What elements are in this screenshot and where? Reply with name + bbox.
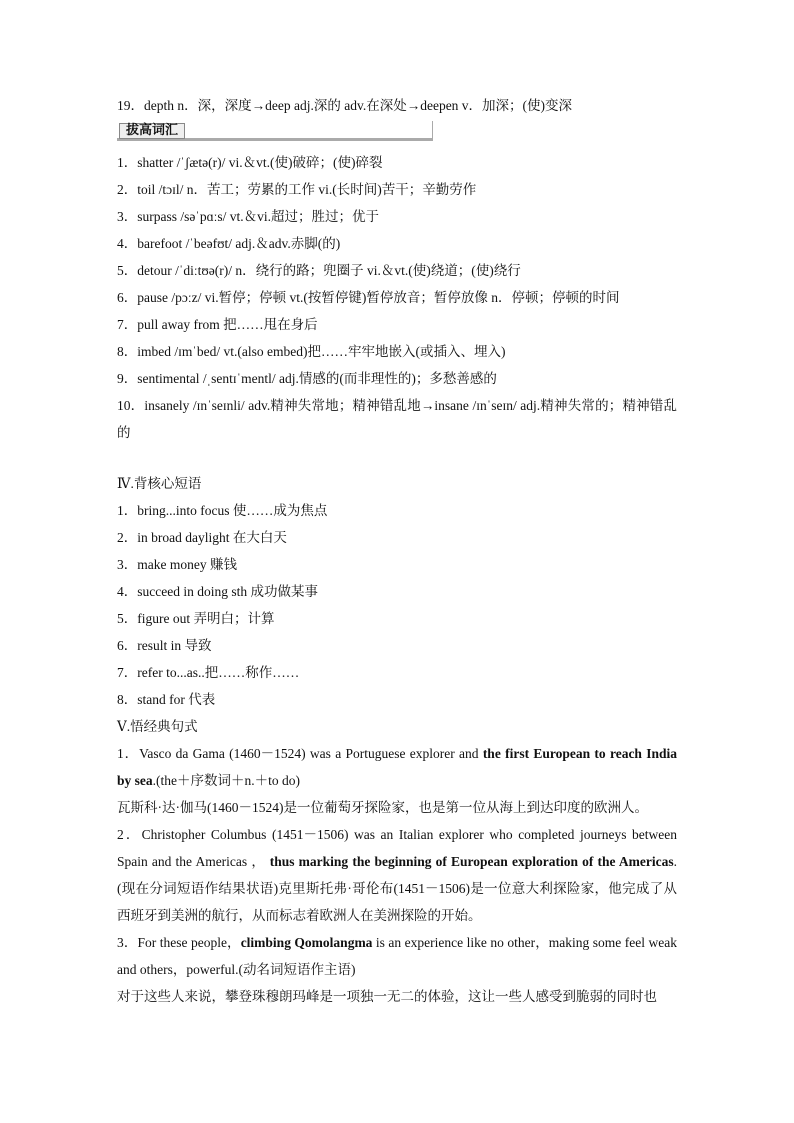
- phrase-item: 2．in broad daylight 在大白天: [117, 530, 287, 545]
- sentence-2: [117, 821, 677, 929]
- sentence-3-note: is an experience like no other，making some feel weak and others，powerful.(动名词短语作主语): [117, 935, 677, 977]
- vocab-item: 3．surpass /səˈpɑːs/ vt.＆vi.超过；胜过；优于: [117, 209, 380, 224]
- phrases-section-title: Ⅳ.背核心短语: [117, 476, 202, 491]
- sentence-1: [117, 740, 677, 794]
- phrase-item: 5．figure out 弄明白；计算: [117, 611, 275, 626]
- vocab-item: 8．imbed /ɪmˈbed/ vt.(also embed)把……牢牢地嵌入(或插入、埋入): [117, 344, 506, 359]
- sentence-3: [117, 929, 677, 983]
- sentence-3-highlight: climbing Qomolangma: [240, 935, 373, 950]
- sentences-section-title: Ⅴ.悟经典句式: [117, 719, 198, 734]
- phrase-item: 3．make money 赚钱: [117, 557, 237, 572]
- sentence-1-note: .(the＋序数词＋n.＋to do): [152, 773, 301, 788]
- vocab-item: 9．sentimental /ˌsentɪˈmentl/ adj.情感的(而非理性的)；多愁善感的: [117, 371, 497, 386]
- vocab-section-title: 拔高词汇: [119, 123, 185, 139]
- phrase-item: 1．bring...into focus 使……成为焦点: [117, 503, 328, 518]
- phrase-item: 6．result in 导致: [117, 638, 212, 653]
- section-divider-end: [432, 121, 433, 141]
- sentence-2-text: 2．Christopher Columbus (1451－1506) was an Italian explorer who completed journeys between Spain and the Americas ，: [117, 827, 677, 869]
- sentence-1-text: 1．Vasco da Gama (1460－1524) was a Portuguese explorer and: [117, 746, 483, 761]
- vocab-item: 5．detour /ˈdiːtʊə(r)/ n．绕行的路；兜圈子 vi.＆vt.(使)绕道；(使)绕行: [117, 263, 521, 278]
- vocab-item: 7．pull away from 把……甩在身后: [117, 317, 318, 332]
- sentence-1-highlight: the first European to reach India by sea: [117, 746, 678, 788]
- vocab-item: 2．toil /tɔɪl/ n．苦工；劳累的工作 vi.(长时间)苦干；辛勤劳作: [117, 182, 477, 197]
- sentence-3-text: 3．For these people，: [117, 935, 241, 950]
- document-page: [117, 92, 677, 1010]
- phrase-item: 7．refer to...as..把……称作……: [117, 665, 300, 680]
- sentence-2-highlight: thus marking the beginning of European exploration of the Americas: [269, 854, 674, 869]
- phrase-item: 4．succeed in doing sth 成功做某事: [117, 584, 318, 599]
- vocab-section-header: [117, 121, 433, 143]
- vocab-item: 6．pause /pɔːz/ vi.暂停；停顿 vt.(按暂停键)暂停放音；暂停放像 n．停顿；停顿的时间: [117, 290, 620, 305]
- sentence-2-note: .(现在分词短语作结果状语)克里斯托弗·哥伦布(1451－1506)是一位意大利探险家，他完成了从西班牙到美洲的航行，从而标志着欧洲人在美洲探险的开始。: [117, 854, 677, 923]
- entry-19: 19．depth n．深，深度→deep adj.深的 adv.在深处→deepen v．加深；(使)变深: [117, 98, 573, 113]
- vocab-item: 1．shatter /ˈʃætə(r)/ vi.＆vt.(使)破碎；(使)碎裂: [117, 155, 383, 170]
- vocab-item: 10．insanely /ɪnˈseɪnli/ adv.精神失常地；精神错乱地→insane /ɪnˈseɪn/ adj.精神失常的；精神错乱的: [117, 398, 677, 440]
- sentence-3-translation: 对于这些人来说，攀登珠穆朗玛峰是一项独一无二的体验，这让一些人感受到脆弱的同时也: [117, 989, 657, 1004]
- sentence-1-translation: 瓦斯科·达·伽马(1460－1524)是一位葡萄牙探险家，也是第一位从海上到达印度的欧洲人。: [117, 800, 648, 815]
- vocab-item: 4．barefoot /ˈbeəfʊt/ adj.＆adv.赤脚(的): [117, 236, 341, 251]
- phrase-item: 8．stand for 代表: [117, 692, 216, 707]
